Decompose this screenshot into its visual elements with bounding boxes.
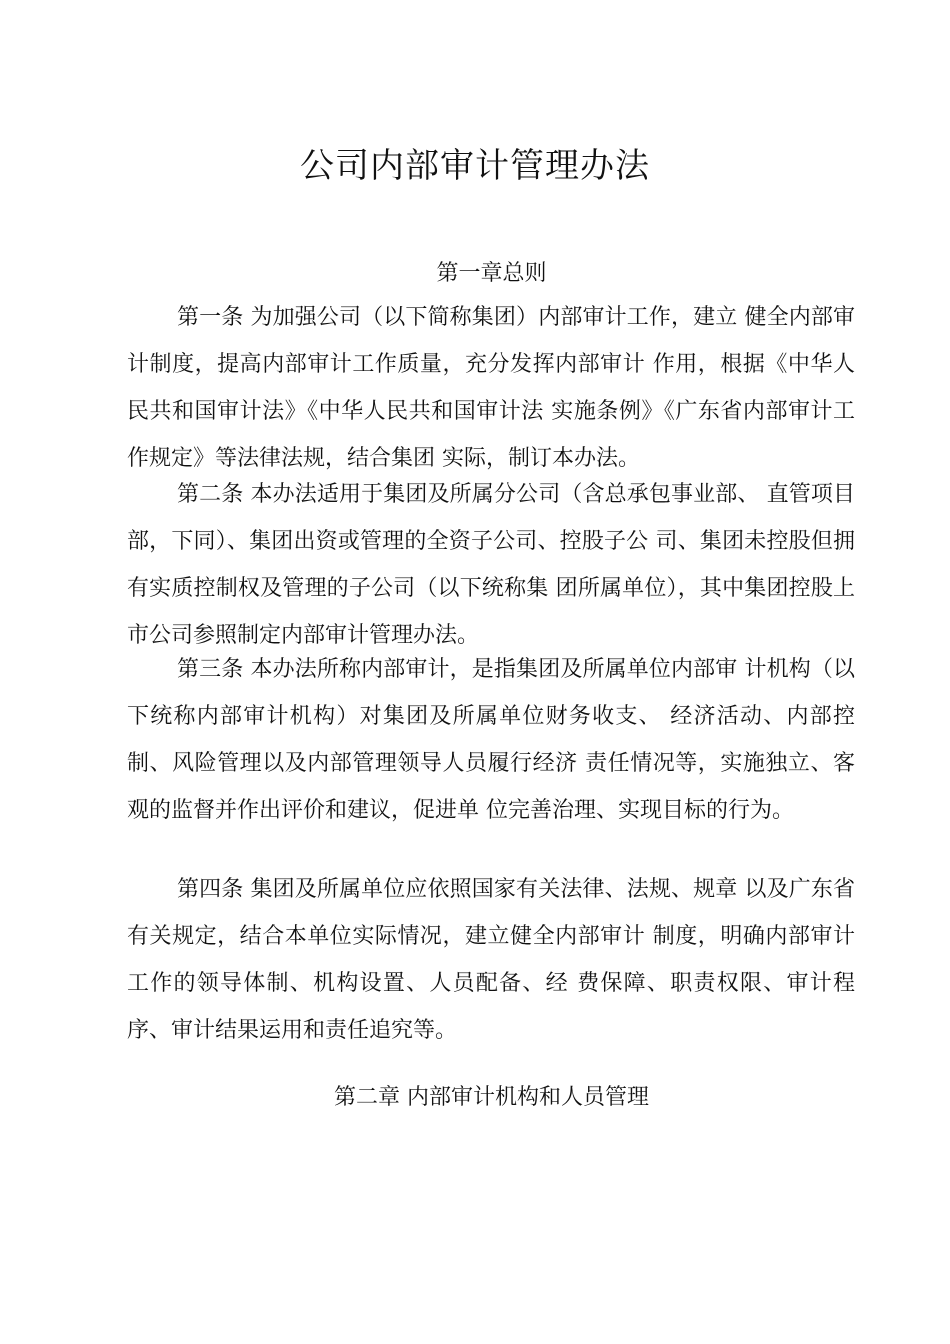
document-title: 公司内部审计管理办法 [300, 146, 650, 186]
article-paragraph: 第一条 为加强公司（以下简称集团）内部审计工作，建立 健全内部审计制度，提高内部审计工作质量，充分发挥内部审计 作用，根据《中华人民共和国审计法》《中华人民共和国审计法 实施条例》《广东省内部审计工作规定》等法律法规，结合集团 实际，制订本办法。 [127, 305, 855, 471]
article-paragraph: 第三条 本办法所称内部审计，是指集团及所属单位内部审 计机构（以下统称内部审计机构）对集团及所属单位财务收支、 经济活动、内部控制、风险管理以及内部管理领导人员履行经济 责任情况等，实施独立、客观的监督并作出评价和建议，促进单 位完善治理、实现目标的行为。 [127, 657, 855, 823]
article-paragraph: 第二条 本办法适用于集团及所属分公司（含总承包事业部、 直管项目部，下同）、集团出资或管理的全资子公司、控股子公 司、集团未控股但拥有实质控制权及管理的子公司（以下统称集 团所属单位），其中集团控股上市公司参照制定内部审计管理办法。 [127, 482, 855, 648]
chapter-heading: 第二章 内部审计机构和人员管理 [334, 1085, 649, 1110]
article-paragraph: 第四条 集团及所属单位应依照国家有关法律、法规、规章 以及广东省有关规定，结合本单位实际情况，建立健全内部审计 制度，明确内部审计工作的领导体制、机构设置、人员配备、经 费保障、职责权限、审计程序、审计结果运用和责任追究等。 [127, 877, 855, 1043]
chapter-heading: 第一章总则 [436, 261, 547, 286]
